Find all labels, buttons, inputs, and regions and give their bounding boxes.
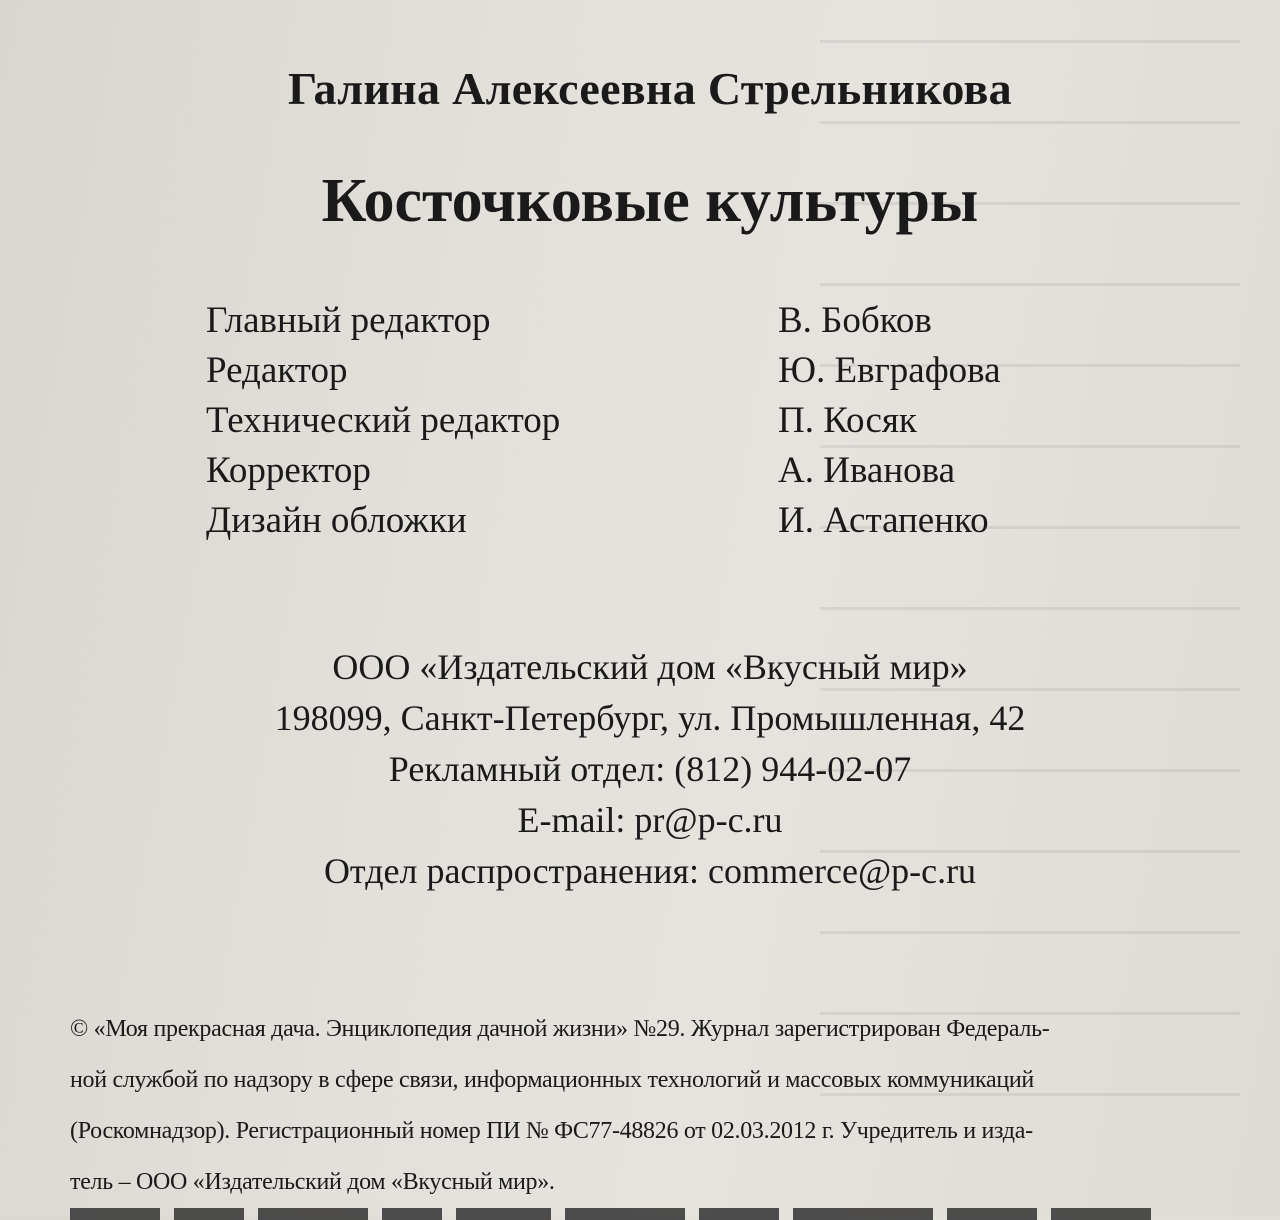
legal-line: © «Моя прекрасная дача. Энциклопедия дачной жизни» №29. Журнал зарегистрирован Федераль- bbox=[70, 1016, 1050, 1042]
legal-line: ной службой по надзору в сфере связи, информационных технологий и массовых коммуникаций bbox=[70, 1067, 1034, 1093]
publisher-name: ООО «Издательский дом «Вкусный мир» bbox=[332, 647, 968, 687]
credit-row bbox=[206, 296, 1106, 346]
credit-role: Главный редактор bbox=[206, 300, 491, 341]
credit-row bbox=[206, 496, 1106, 546]
publisher-address: 198099, Санкт-Петербург, ул. Промышленная, 42 bbox=[274, 698, 1026, 738]
credit-name: П. Косяк bbox=[778, 400, 917, 441]
credit-row bbox=[206, 346, 1106, 396]
credit-row bbox=[206, 446, 1106, 496]
legal-line: тель – ООО «Издательский дом «Вкусный мир». bbox=[70, 1169, 555, 1195]
credit-role: Редактор bbox=[206, 350, 348, 391]
credit-name: В. Бобков bbox=[778, 300, 932, 341]
credit-name: И. Астапенко bbox=[778, 500, 989, 541]
credit-name: Ю. Евграфова bbox=[778, 350, 1001, 391]
publisher-email: E-mail: pr@p-c.ru bbox=[517, 800, 783, 840]
distribution-department: Отдел распространения: commerce@p-c.ru bbox=[323, 851, 977, 891]
credit-role: Корректор bbox=[206, 450, 371, 491]
cut-off-text-line bbox=[70, 1200, 1225, 1220]
legal-line: (Роскомнадзор). Регистрационный номер ПИ № ФС77-48826 от 02.03.2012 г. Учредитель и изда- bbox=[70, 1118, 1033, 1144]
credit-row bbox=[206, 396, 1106, 446]
book-title: Косточковые культуры bbox=[321, 167, 979, 235]
publisher-info bbox=[0, 642, 1280, 897]
credits-list bbox=[206, 296, 1106, 546]
legal-notice bbox=[70, 1004, 1225, 1208]
credit-role: Технический редактор bbox=[206, 400, 561, 441]
ads-department: Рекламный отдел: (812) 944-02-07 bbox=[388, 749, 912, 789]
author-name: Галина Алексеевна Стрельникова bbox=[288, 63, 1012, 114]
credit-role: Дизайн обложки bbox=[206, 500, 467, 541]
credit-name: А. Иванова bbox=[778, 450, 956, 491]
